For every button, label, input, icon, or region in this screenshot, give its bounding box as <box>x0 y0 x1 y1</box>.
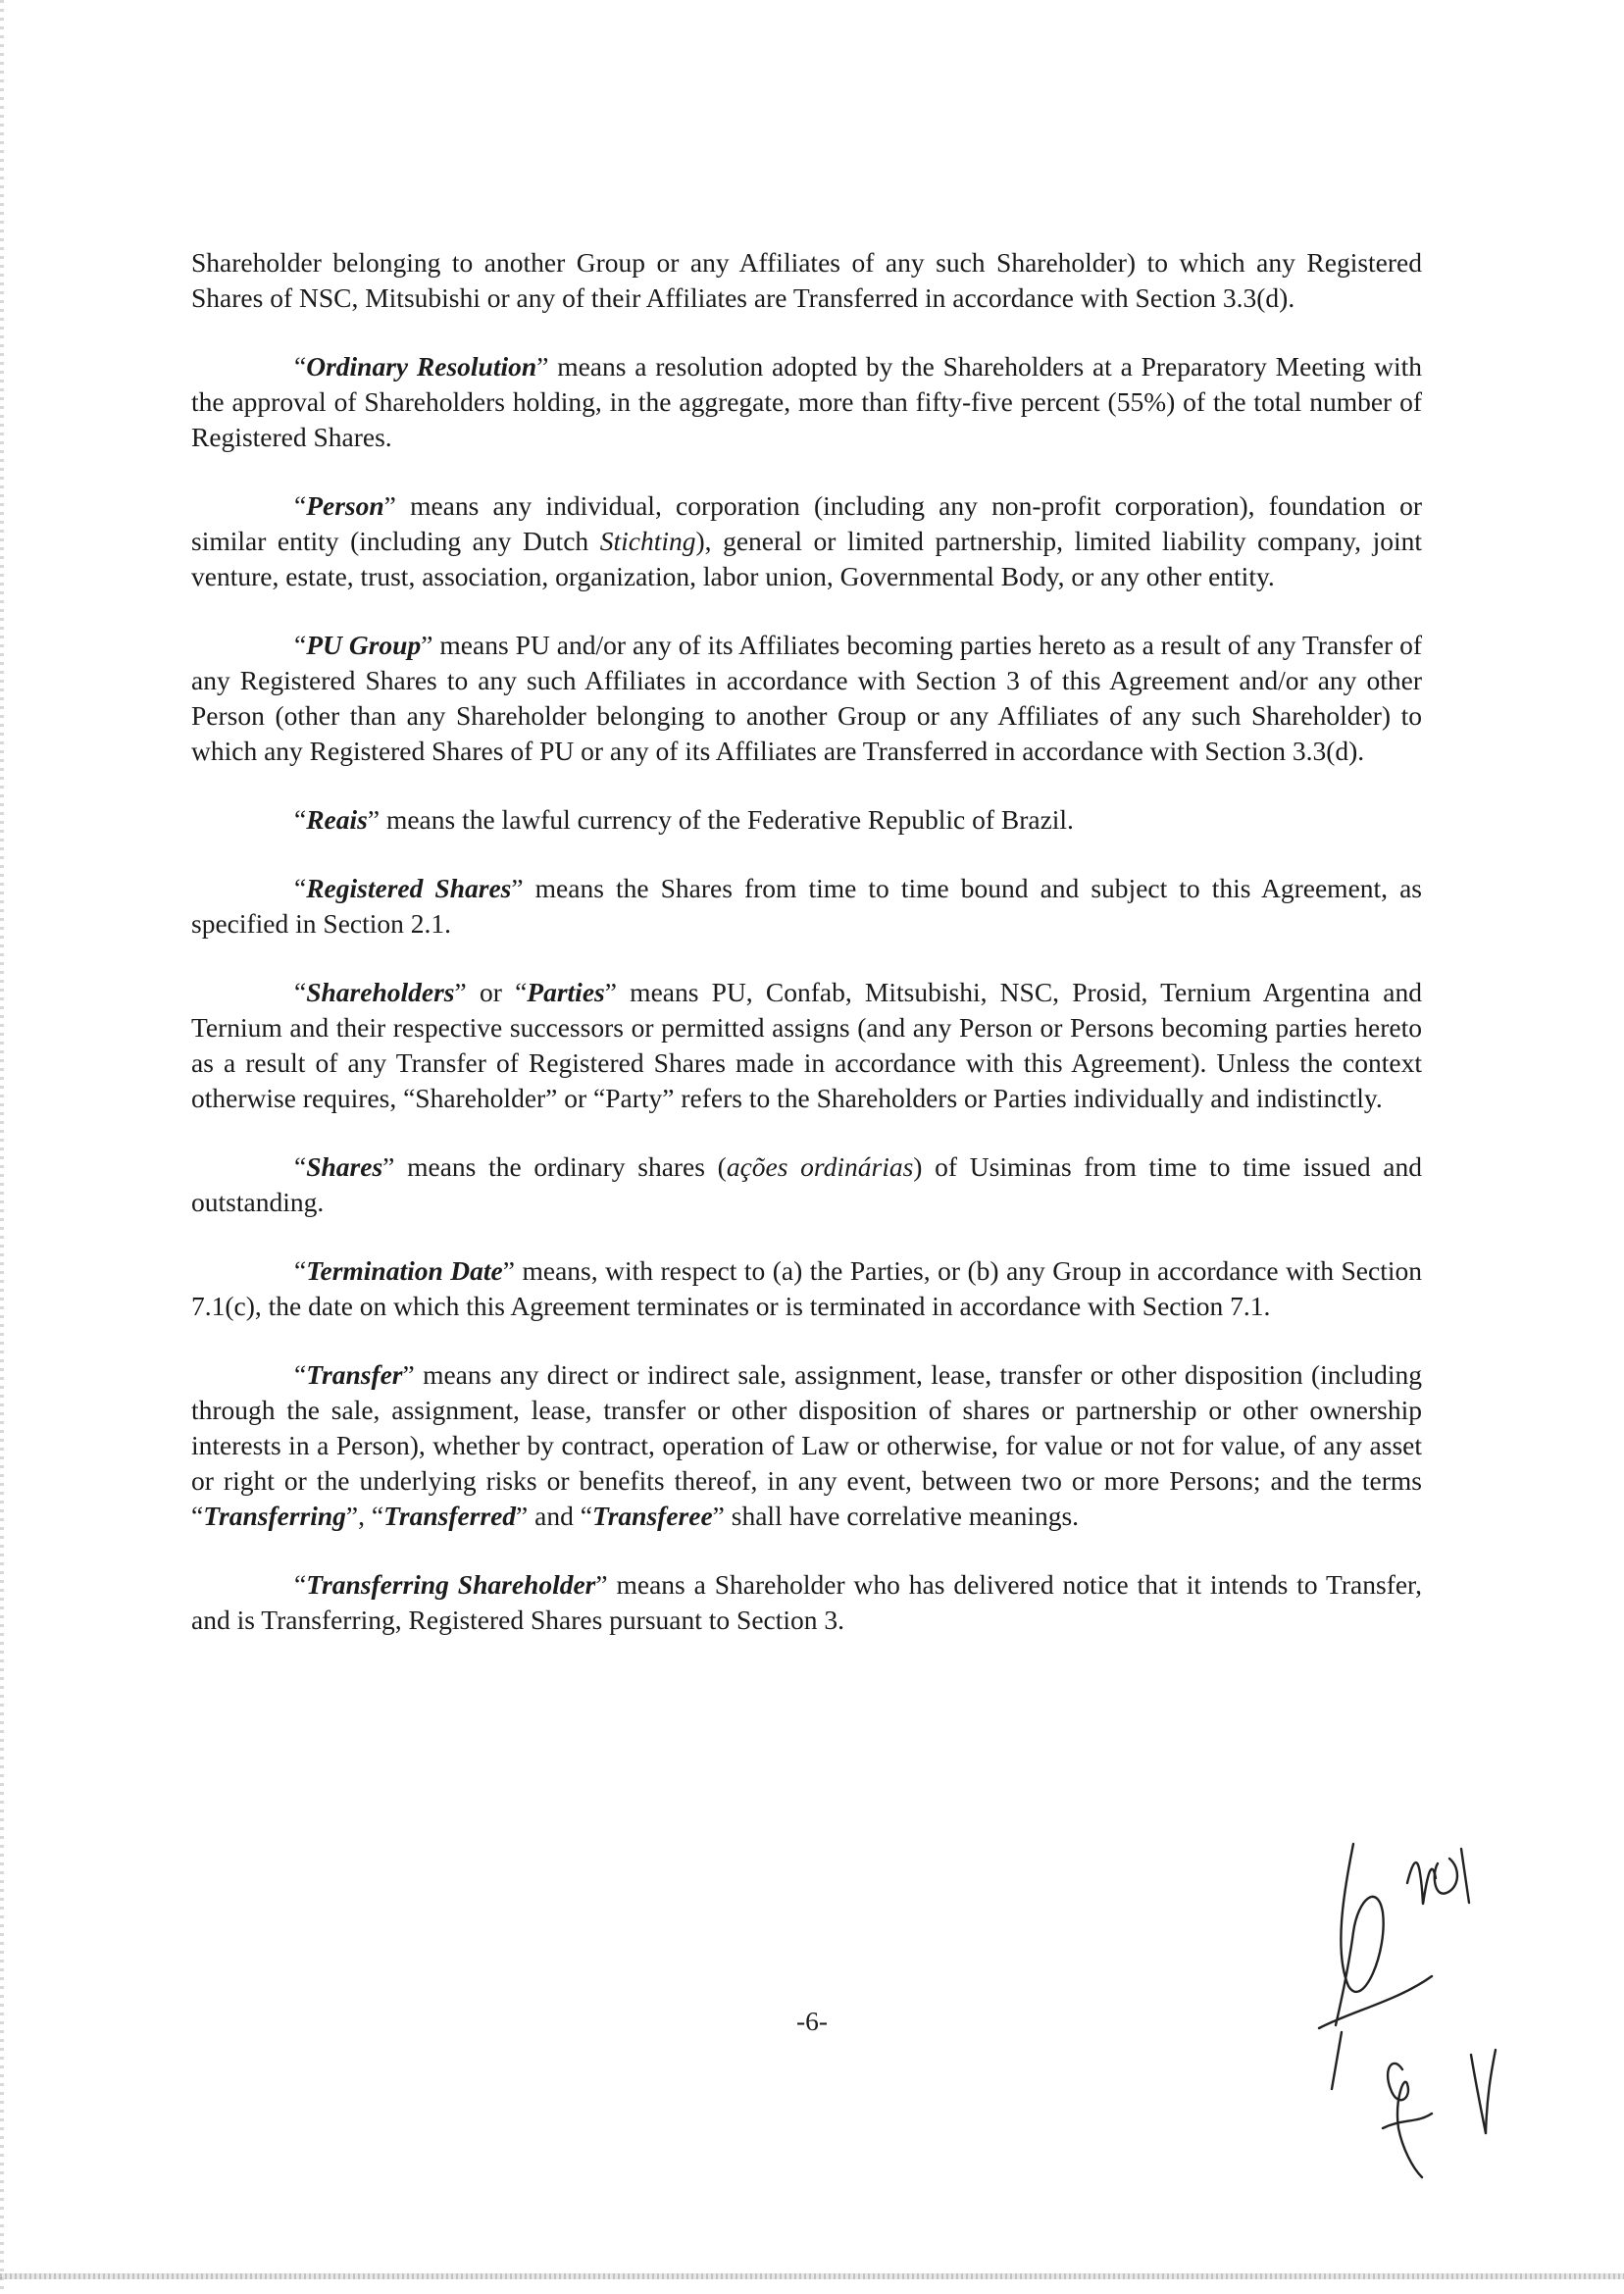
defined-term: PU Group <box>306 630 422 660</box>
defined-term: Person <box>306 490 384 521</box>
definition-pu-group: “PU Group” means PU and/or any of its Affiliates becoming parties hereto as a result of any Transfer of any Registered Shares to any such Affiliates in accordance with Section 3 of this Agreement and/or any other Person (other than any Shareholder belonging to another Group or any Affiliates of any such Shareholder) to which any Registered Shares of PU or any of its Affiliates are Transferred in accordance with Section 3.3(d). <box>191 630 1423 766</box>
definition-termination-date: “Termination Date” means, with respect to (a) the Parties, or (b) any Group in accordance with Section 7.1(c), the date on which this Agreement terminates or is terminated in accordance with Section 7.1. <box>191 1255 1422 1321</box>
definition-person: “Person” means any individual, corporation (including any non-profit corporation), foundation or similar entity (including any Dutch Stichting), general or limited partnership, limited liability company, joint venture, estate, trust, association, organization, labor union, Governmental Body, or any other entity. <box>191 490 1422 591</box>
defined-term: Termination Date <box>306 1255 503 1286</box>
defined-term: Parties <box>527 977 605 1007</box>
definition-ordinary-resolution: “Ordinary Resolution” means a resolution adopted by the Shareholders at a Preparatory Meeting with the approval of Shareholders holding, in the aggregate, more than fifty-five percent (55%) of the total number of Registered Shares. <box>191 351 1422 452</box>
definition-text: means a resolution adopted by the Shareholders at a Preparatory Meeting with the approval of Shareholders holding, in the aggregate, more than fifty-five percent (55%) of the total number of Registered Shares. <box>191 351 1422 452</box>
defined-term: Transferee <box>591 1501 713 1531</box>
italic-phrase: ações ordinárias <box>726 1151 914 1182</box>
scan-left-edge <box>0 0 4 2294</box>
defined-term: Reais <box>306 804 368 835</box>
definition-text: means the ordinary shares ( <box>394 1151 727 1182</box>
definition-text: means PU, Confab, Mitsubishi, NSC, Prosid, Ternium Argentina and Ternium and their respective successors or permitted assigns (and any Person or Persons becoming parties hereto as a result of any Transfer of Registered Shares made in accordance with this Agreement). Unless the context otherwise requires, “Shareholder” or “Party” refers to the Shareholders or Parties individually and indistinctly. <box>191 977 1422 1113</box>
definition-text: means a Shareholder who has delivered notice that it intends to Transfer, and is Transferring, Registered Shares pursuant to Section 3. <box>191 1569 1422 1635</box>
definition-transfer: “Transfer” means any direct or indirect sale, assignment, lease, transfer or other disposition (including through the sale, assignment, lease, transfer or other disposition of shares or partnership or other ownership interests in a Person), whether by contract, operation of Law or otherwise, for value or not for value, of any asset or right or the underlying risks or benefits thereof, in any event, between two or more Persons; and the terms “Transferring”, “Transferred” and “Transferee” shall have correlative meanings. <box>191 1359 1422 1531</box>
definition-text: means any individual, corporation (including any non-profit corporation), foundation or similar entity (including any Dutch <box>191 490 1422 556</box>
defined-term: Transferring Shareholder <box>306 1569 596 1600</box>
definition-text: ), general or limited partnership, limited liability company, joint venture, estate, trust, association, organization, labor union, Governmental Body, or any other entity. <box>191 526 1422 591</box>
paragraph-continuation <box>191 245 1422 316</box>
definition-reais: “Reais” means the lawful currency of the Federative Republic of Brazil. <box>294 804 1074 835</box>
definition-text: ) of Usiminas from time to time issued and outstanding. <box>191 1151 1422 1217</box>
paragraph-text: Shareholder belonging to another Group or any Affiliates of any such Shareholder) to which any Registered Shares of NSC, Mitsubishi or any of their Affiliates are Transferred in accordance with Section 3.3(d). <box>191 247 1422 313</box>
definition-text: shall have correlative meanings. <box>724 1501 1080 1531</box>
definition-text: means any direct or indirect sale, assignment, lease, transfer or other disposition (including through the sale, assignment, lease, transfer or other disposition of shares or partnership or other ownership interests in a Person), whether by contract, operation of Law or otherwise, for value or not for value, of any asset or right or the underlying risks or benefits thereof, in any event, between two or more Persons; and the terms <box>191 1359 1422 1496</box>
definition-transferring-shareholder: “Transferring Shareholder” means a Shareholder who has delivered notice that it intends to Transfer, and is Transferring, Registered Shares pursuant to Section 3. <box>191 1569 1422 1635</box>
scan-bottom-edge <box>0 2273 1624 2279</box>
defined-term: Transfer <box>306 1359 403 1390</box>
definition-text: means the lawful currency of the Federative Republic of Brazil. <box>380 804 1074 835</box>
defined-term: Shareholders <box>306 977 455 1007</box>
initials-drawing <box>1314 1805 1540 2217</box>
defined-term: Ordinary Resolution <box>306 351 537 382</box>
defined-term: Shares <box>306 1151 383 1182</box>
definition-shareholders: “Shareholders” or “Parties” means PU, Confab, Mitsubishi, NSC, Prosid, Ternium Argentina and Ternium and their respective successors or permitted assigns (and any Person or Persons becoming parties hereto as a result of any Transfer of Registered Shares made in accordance with this Agreement). Unless the context otherwise requires, “Shareholder” or “Party” refers to the Shareholders or Parties individually and indistinctly. <box>191 977 1422 1113</box>
definition-text: means PU and/or any of its Affiliates becoming parties hereto as a result of any Transfer of any Registered Shares to any such Affiliates in accordance with Section 3 of this Agreement and/or any other Person (other than any Shareholder belonging to another Group or any Affiliates of any such Shareholder) to which any Registered Shares of PU or any of its Affiliates are Transferred in accordance with Section 3.3(d). <box>191 630 1423 766</box>
defined-term: Transferring <box>203 1501 346 1531</box>
defined-term: Transferred <box>383 1501 517 1531</box>
definition-shares: “Shares” means the ordinary shares (ações ordinárias) of Usiminas from time to time issued and outstanding. <box>191 1151 1422 1217</box>
italic-phrase: Stichting <box>599 526 696 556</box>
document-body <box>191 245 1422 1671</box>
definition-registered-shares: “Registered Shares” means the Shares from time to time bound and subject to this Agreement, as specified in Section 2.1. <box>191 873 1423 939</box>
handwritten-initials <box>1314 1805 1540 2217</box>
page-number: -6- <box>795 2006 829 2036</box>
definition-text: means, with respect to (a) the Parties, or (b) any Group in accordance with Section 7.1(c), the date on which this Agreement terminates or is terminated in accordance with Section 7.1. <box>191 1255 1422 1321</box>
defined-term: Registered Shares <box>306 873 512 903</box>
definition-text: means the Shares from time to time bound and subject to this Agreement, as specified in Section 2.1. <box>191 873 1423 939</box>
